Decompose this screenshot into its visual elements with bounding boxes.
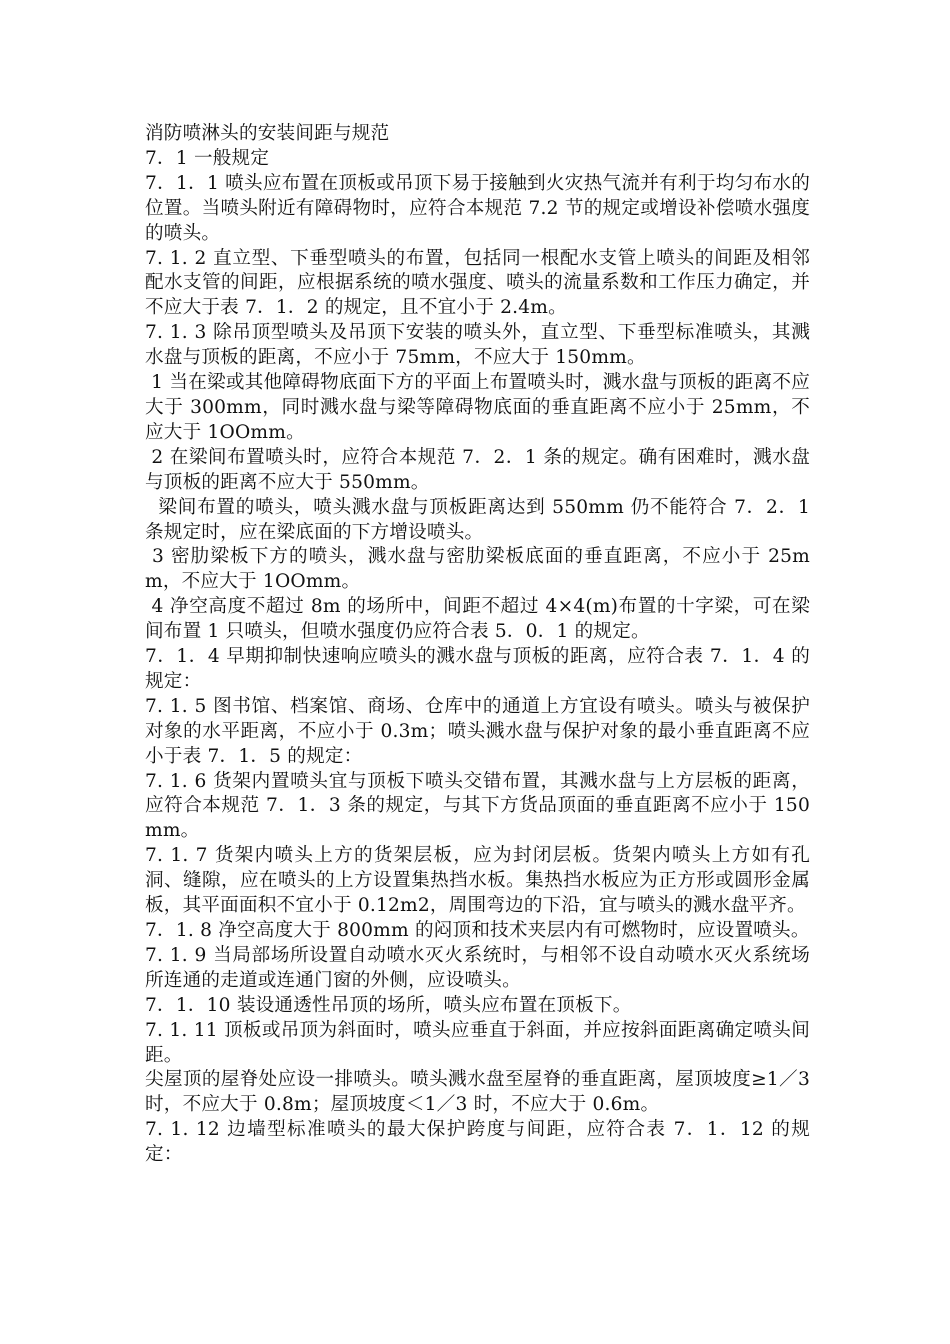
clause-item: 1 当在梁或其他障碍物底面下方的平面上布置喷头时，溅水盘与顶板的距离不应大于 300mm，同时溅水盘与梁等障碍物底面的垂直距离不应小于 25mm，不应大于 1OOmm。	[145, 372, 810, 443]
clause-paragraph: 7. 1. 3 除吊顶型喷头及吊顶下安装的喷头外，直立型、下垂型标准喷头，其溅水盘与顶板的距离，不应小于 75mm，不应大于 150mm。	[145, 322, 810, 369]
clause-paragraph: 7. 1. 12 边墙型标准喷头的最大保护跨度与间距，应符合表 7．1．12 的规定：	[145, 1119, 810, 1166]
section-heading: 7．1 一般规定	[145, 147, 270, 169]
clause-item: 2 在梁间布置喷头时，应符合本规范 7．2．1 条的规定。确有困难时，溅水盘与顶板的距离不应大于 550mm。	[145, 446, 810, 493]
clause-paragraph: 7．1. 8 净空高度大于 800mm 的闷顶和技术夹层内有可燃物时，应设置喷头。	[145, 920, 810, 941]
clause-paragraph: 7. 1. 5 图书馆、档案馆、商场、仓库中的通道上方宜设有喷头。喷头与被保护对象的水平距离，不应小于 0.3m；喷头溅水盘与保护对象的最小垂直距离不应小于表 7．1．5 的规定：	[145, 695, 810, 767]
clause-paragraph: 7. 1. 6 货架内置喷头宜与顶板下喷头交错布置，其溅水盘与上方层板的距离，应符合本规范 7．1．3 条的规定，与其下方货品顶面的垂直距离不应小于 150mm。	[145, 770, 810, 842]
clause-paragraph: 7．1．10 装设通透性吊顶的场所，喷头应布置在顶板下。	[145, 994, 632, 1016]
clause-item: 梁间布置的喷头，喷头溅水盘与顶板距离达到 550mm 仍不能符合 7．2．1 条规定时，应在梁底面的下方增设喷头。	[145, 496, 817, 543]
document-title: 消防喷淋头的安装间距与规范	[145, 123, 390, 144]
clause-paragraph: 7. 1. 7 货架内喷头上方的货架层板，应为封闭层板。货架内喷头上方如有孔洞、缝隙，应在喷头的上方设置集热挡水板。集热挡水板应为正方形或圆形金属板，其平面面积不宜小于 0.12m2，周围弯边的下沿，宜与喷头的溅水盘平齐。	[145, 845, 810, 917]
clause-item: 3 密肋梁板下方的喷头，溅水盘与密肋梁板底面的垂直距离，不应小于 25mm，不应大于 1OOmm。	[145, 546, 810, 593]
clause-paragraph: 7．1．4 早期抑制快速响应喷头的溅水盘与顶板的距离，应符合表 7．1．4 的规定：	[145, 646, 810, 692]
clause-paragraph: 7．1．1 喷头应布置在顶板或吊顶下易于接触到火灾热气流并有利于均匀布水的位置。当喷头附近有障碍物时，应符合本规范 7.2 节的规定或增设补偿喷水强度的喷头。	[145, 172, 810, 244]
clause-paragraph: 尖屋顶的屋脊处应设一排喷头。喷头溅水盘至屋脊的垂直距离，屋顶坡度≥1／3 时，不应大于 0.8m；屋顶坡度＜1／3 时，不应大于 0.6m。	[145, 1069, 810, 1116]
document-body	[145, 122, 817, 1168]
clause-paragraph: 7. 1. 2 直立型、下垂型喷头的布置，包括同一根配水支管上喷头的间距及相邻配水支管的间距，应根据系统的喷水强度、喷头的流量系数和工作压力确定，并不应大于表 7．1．2 的规定，且不宜小于 2.4m。	[145, 247, 810, 319]
clause-item: 4 净空高度不超过 8m 的场所中，间距不超过 4×4(m)布置的十字梁，可在梁间布置 1 只喷头，但喷水强度仍应符合表 5．0．1 的规定。	[145, 596, 810, 643]
clause-paragraph: 7. 1. 9 当局部场所设置自动喷水灭火系统时，与相邻不设自动喷水灭火系统场所连通的走道或连通门窗的外侧，应设喷头。	[145, 944, 810, 991]
clause-paragraph: 7. 1. 11 顶板或吊顶为斜面时，喷头应垂直于斜面，并应按斜面距离确定喷头间距。	[145, 1019, 810, 1066]
